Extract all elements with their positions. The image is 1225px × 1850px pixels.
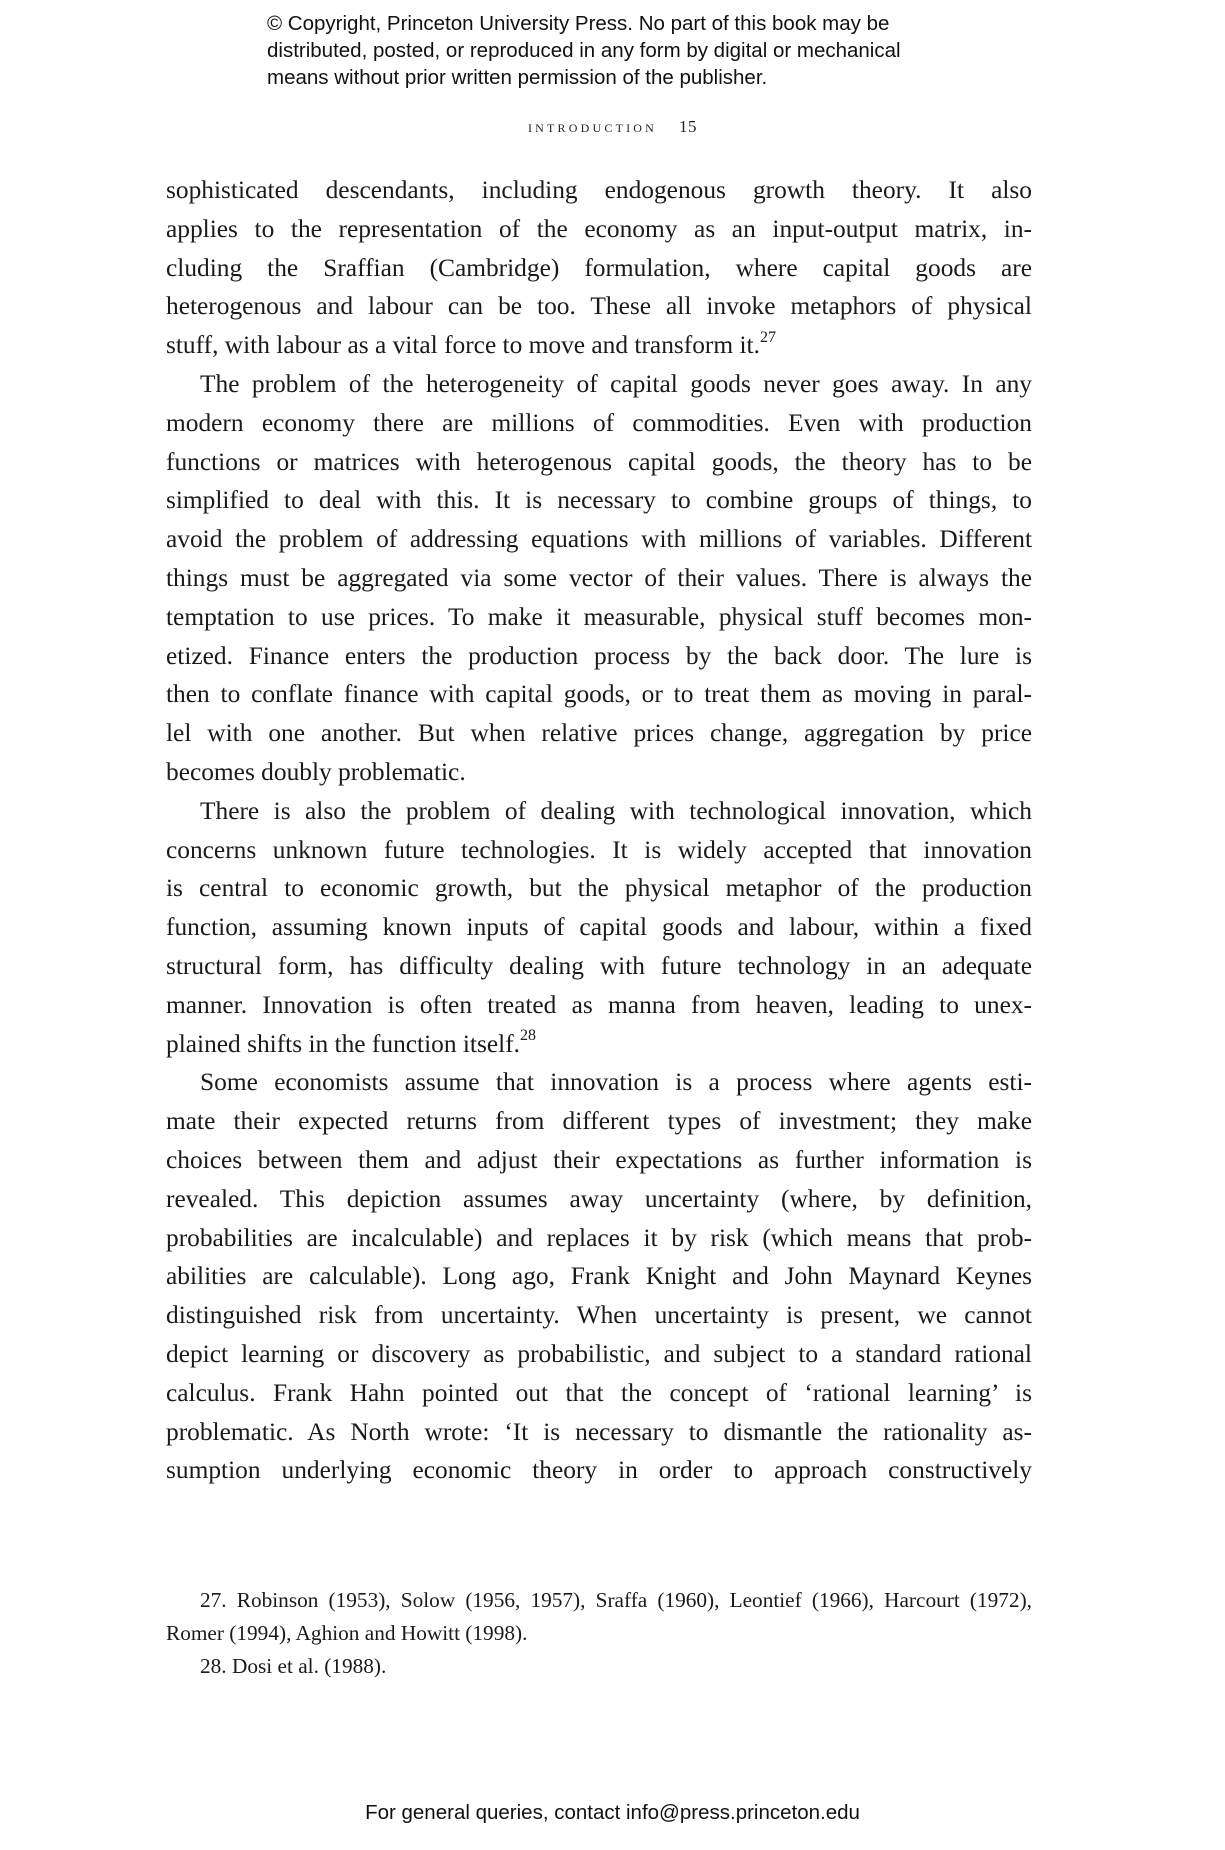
text-line: things must be aggregated via some vector of their values. There is always the [166, 563, 1032, 592]
text-line: simplified to deal with this. It is necessary to combine groups of things, to [166, 486, 1032, 515]
text-line: mate their expected returns from different types of investment; they make [166, 1107, 1032, 1136]
text-line: structural form, has difficulty dealing with future technology in an adequate [166, 951, 1032, 980]
text-line: function, assuming known inputs of capital goods and labour, within a fixed [166, 913, 1032, 942]
text-line: distinguished risk from uncertainty. When uncertainty is present, we cannot [166, 1301, 1032, 1330]
copyright-line: means without prior written permission of the publisher. [267, 66, 768, 89]
text-line: applies to the representation of the economy as an input-output matrix, in- [166, 214, 1032, 243]
footnote-line: Romer (1994), Aghion and Howitt (1998). [166, 1621, 528, 1645]
text-line: becomes doubly problematic. [166, 757, 466, 786]
paragraph [166, 365, 1032, 792]
text-line: depict learning or discovery as probabilistic, and subject to a standard rational [166, 1339, 1032, 1368]
text-line: lel with one another. But when relative prices change, aggregation by price [166, 719, 1032, 748]
text-line: probabilities are incalculable) and replaces it by risk (which means that prob- [166, 1223, 1032, 1252]
text-line: sophisticated descendants, including endogenous growth theory. It also [166, 176, 1032, 204]
copyright-line: © Copyright, Princeton University Press. No part of this book may be [267, 12, 890, 35]
text-line: There is also the problem of dealing with technological innovation, which [200, 796, 1032, 825]
text-line: sumption underlying economic theory in order to approach constructively [166, 1456, 1032, 1485]
text-line: modern economy there are millions of commodities. Even with production [166, 408, 1032, 437]
text-line [166, 1025, 1032, 1064]
text-line: cluding the Sraffian (Cambridge) formulation, where capital goods are [166, 253, 1032, 282]
footnote-ref: 28 [520, 1027, 536, 1045]
footnote-line: 27. Robinson (1953), Solow (1956, 1957), Sraffa (1960), Leontief (1966), Harcourt (1972), [200, 1588, 1032, 1612]
text-line [166, 326, 1032, 365]
text-line: functions or matrices with heterogenous capital goods, the theory has to be [166, 447, 1032, 476]
copyright-line: distributed, posted, or reproduced in any form by digital or mechanical [267, 39, 901, 62]
footnotes [166, 1584, 1032, 1683]
text-line: Some economists assume that innovation is a process where agents esti- [200, 1068, 1032, 1097]
paragraph [166, 792, 1032, 1064]
footnote-line: 28. Dosi et al. (1988). [200, 1654, 387, 1678]
text-line: concerns unknown future technologies. It is widely accepted that innovation [166, 835, 1032, 864]
text-line: abilities are calculable). Long ago, Frank Knight and John Maynard Keynes [166, 1262, 1032, 1291]
text-line: then to conflate finance with capital goods, or to treat them as moving in paral- [166, 680, 1032, 709]
copyright-notice [267, 10, 1027, 91]
text-line: problematic. As North wrote: ‘It is necessary to dismantle the rationality as- [166, 1417, 1032, 1446]
running-head-title: introduction [527, 117, 658, 136]
running-head [0, 113, 1225, 141]
text-line-content: plained shifts in the function itself. [166, 1029, 520, 1058]
text-line: The problem of the heterogeneity of capital goods never goes away. In any [200, 369, 1032, 398]
main-text [166, 171, 1032, 1490]
footnote-ref: 27 [759, 328, 776, 346]
text-line: revealed. This depiction assumes away uncertainty (where, by definition, [166, 1184, 1032, 1213]
footer-contact: For general queries, contact info@press.princeton.edu [365, 1801, 860, 1824]
text-line-content: stuff, with labour as a vital force to move and transform it. [166, 331, 760, 360]
text-line: manner. Innovation is often treated as manna from heaven, leading to unex- [166, 990, 1032, 1019]
footnote [166, 1650, 1032, 1683]
text-line: is central to economic growth, but the physical metaphor of the production [166, 874, 1032, 903]
text-line: heterogenous and labour can be too. These all invoke metaphors of physical [166, 292, 1032, 321]
footnote [166, 1584, 1032, 1650]
page-number: 15 [679, 117, 698, 136]
paragraph [166, 1063, 1032, 1490]
text-line: calculus. Frank Hahn pointed out that the concept of ‘rational learning’ is [166, 1378, 1032, 1407]
text-line: choices between them and adjust their expectations as further information is [166, 1145, 1032, 1174]
text-line: avoid the problem of addressing equations with millions of variables. Different [166, 525, 1032, 554]
paragraph [166, 171, 1032, 365]
text-line: etized. Finance enters the production process by the back door. The lure is [166, 641, 1032, 670]
text-line: temptation to use prices. To make it measurable, physical stuff becomes mon- [166, 602, 1032, 631]
